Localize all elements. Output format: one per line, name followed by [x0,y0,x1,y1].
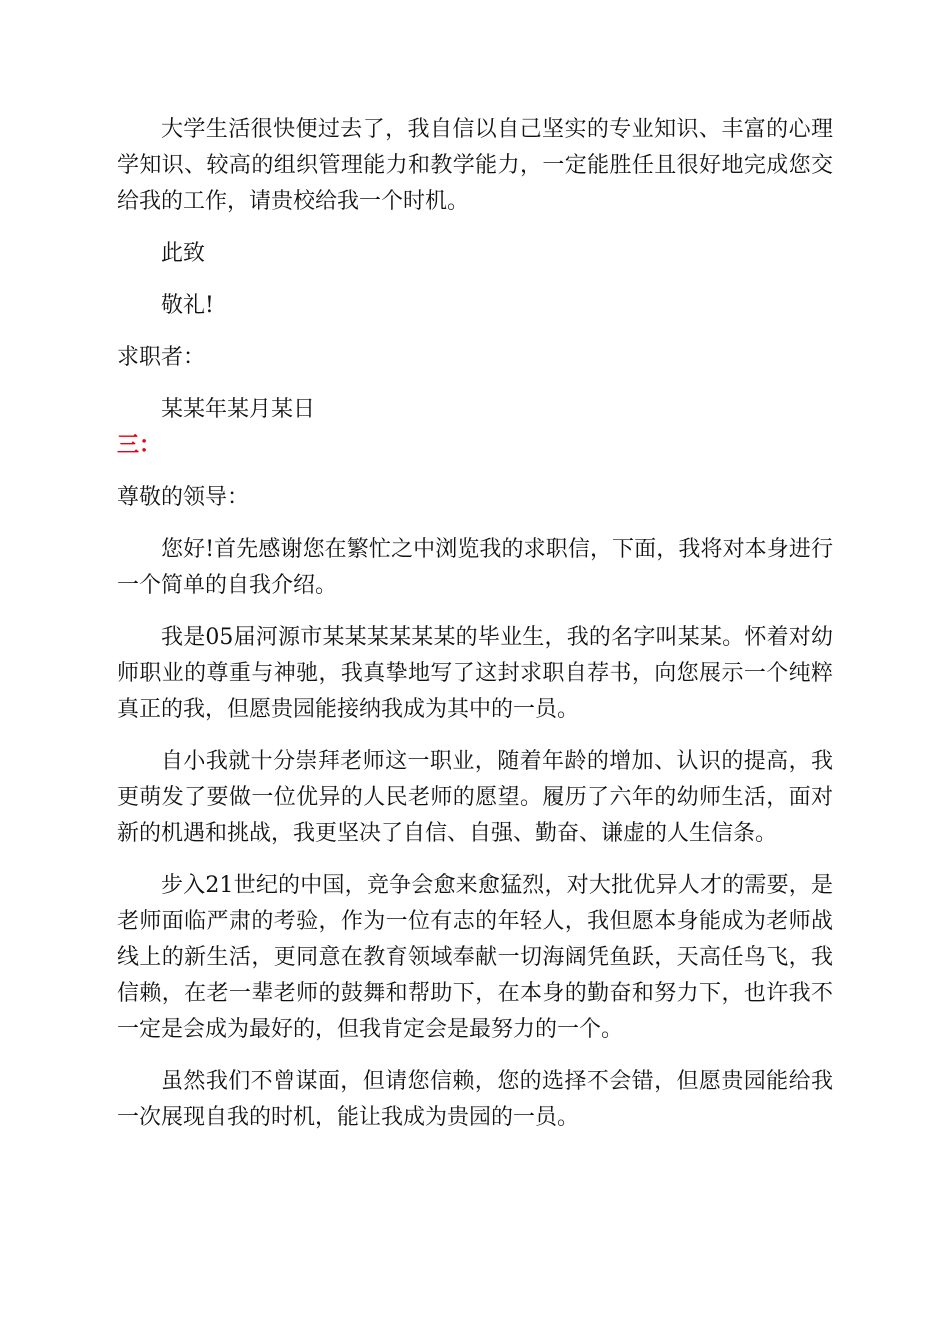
signer-label: 求职者： [117,345,206,370]
paragraph-self-intro: 我是05届河源市某某某某某某的毕业生，我的名字叫某某。怀着对幼师职业的尊重与神驰，我真挚地写了这封求职自荐书，向您展示一个纯粹真正的我，但愿贵园能接纳我成为其中的一员。 [117,625,833,722]
section-heading: 三： [117,433,162,458]
document-page [117,112,833,1136]
paragraph-greeting: 您好!首先感谢您在繁忙之中浏览我的求职信，下面，我将对本身进行一个简单的自我介绍。 [117,537,833,598]
date-line: 某某年某月某日 [161,397,316,422]
paragraph-intro-conclusion: 大学生活很快便过去了，我自信以自己坚实的专业知识、丰富的心理学知识、较高的组织管理能力和教学能力，一定能胜任且很好地完成您交给我的工作，请贵校给我一个时机。 [117,117,833,214]
paragraph-request: 虽然我们不曾谋面，但请您信赖，您的选择不会错，但愿贵园能给我一次展现自我的时机，能让我成为贵园的一员。 [117,1069,833,1130]
paragraph-aspiration: 自小我就十分崇拜老师这一职业，随着年龄的增加、认识的提高，我更萌发了要做一位优异的人民老师的愿望。履历了六年的幼师生活，面对新的机遇和挑战，我更坚决了自信、自强、勤奋、谦虚的人生信条。 [117,749,833,846]
salutation: 尊敬的领导： [117,485,250,510]
closing-line-2: 敬礼! [161,293,214,318]
paragraph-commitment: 步入21世纪的中国，竞争会愈来愈猛烈，对大批优异人才的需要，是老师面临严肃的考验，作为一位有志的年轻人，我但愿本身能成为老师战线上的新生活，更同意在教育领域奉献一切海阔凭鱼跃，天高任鸟飞，我信赖，在老一辈老师的鼓舞和帮助下，在本身的勤奋和努力下，也许我不一定是会成为最好的，但我肯定会是最努力的一个。 [117,873,833,1042]
closing-line-1: 此致 [161,241,206,266]
